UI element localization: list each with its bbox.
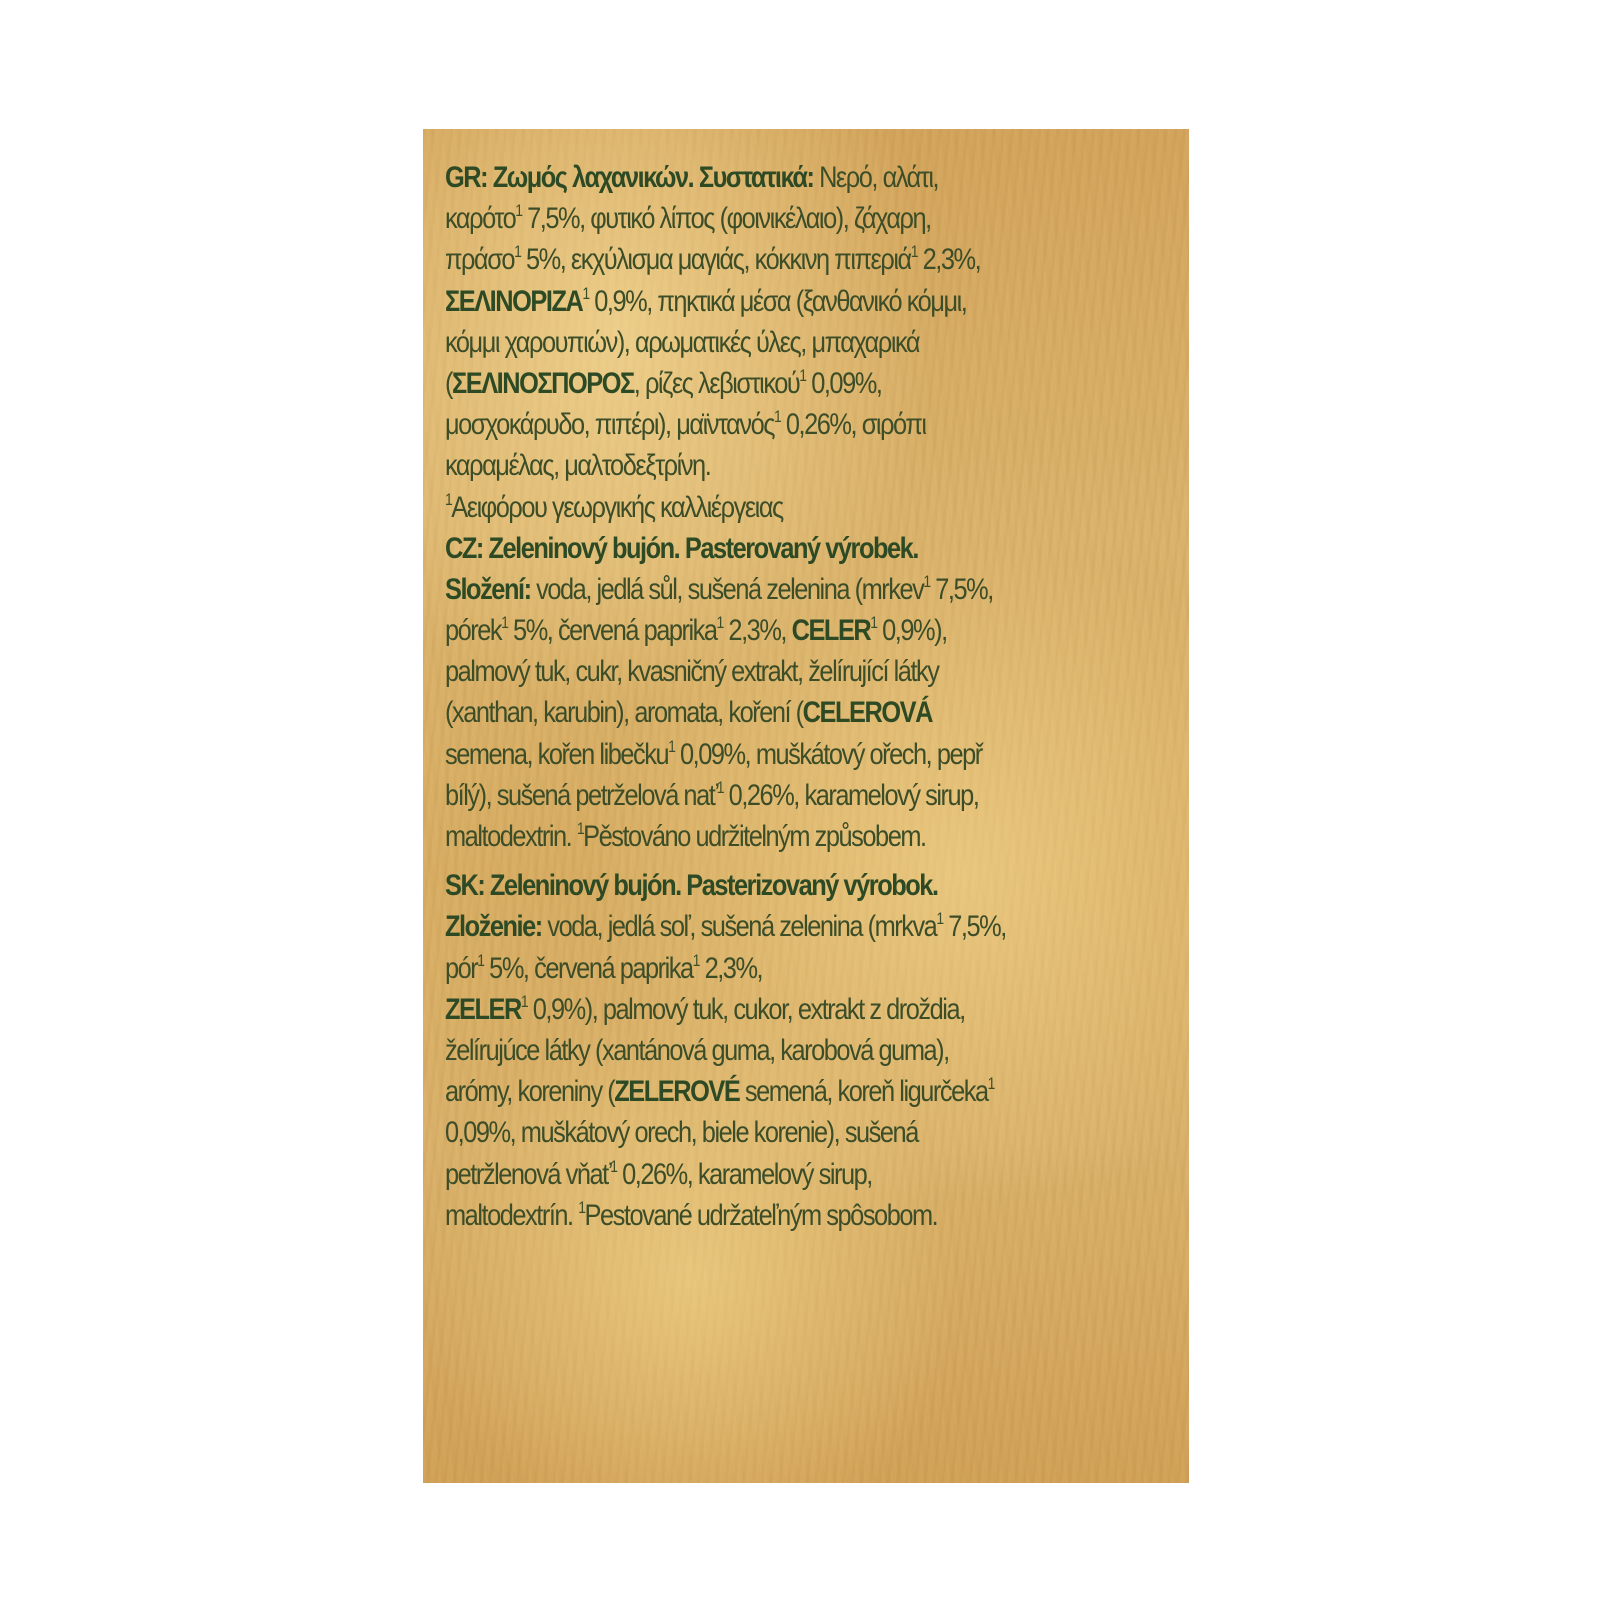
gr-line-3: πράσο$^1$ 5%, εκχύλισμα μαγιάς, κόκκινη πιπεριά$^1$ 2,3%,	[445, 243, 981, 277]
sk-line-7: 0,09%, muškátový orech, biele korenie), sušená	[445, 1116, 918, 1150]
allergen-cz-celery-seed: CELEROVÁ	[802, 696, 932, 730]
allergen-cz-celery: CELER	[791, 614, 871, 648]
gr-heading: GR: Ζωμός λαχανικών. Συστατικά:	[445, 161, 814, 194]
sk-ingredients-heading: Zloženie:	[445, 910, 542, 944]
cz-ingredients-heading: Složení:	[445, 572, 531, 606]
gr-line-7: μοσχοκάρυδο, πιπέρι), μαϊντανός$^1$ 0,26%, σιρόπι	[445, 407, 926, 442]
cz-line-1	[445, 528, 1176, 569]
sk-line-3: pór$^1$ 5%, červená paprika$^1$ 2,3%,	[445, 951, 763, 985]
cz-line-4: palmový tuk, cukr, kvasničný extrakt, želírující látky	[445, 655, 939, 689]
sk-line-4: ZELER$^1$ 0,9%), palmový tuk, cukor, extrakt z droždia,	[445, 992, 965, 1026]
allergen-sk-celery: ZELER	[445, 992, 521, 1026]
cz-line-6: semena, kořen libečku$^1$ 0,09%, muškátový ořech, pepř	[445, 737, 982, 771]
section-gr	[445, 157, 1176, 528]
gr-line-1: GR: Ζωμός λαχανικών. Συστατικά: Νερό, αλάτι,	[445, 161, 939, 194]
cz-line-7: bílý), sušená petrželová nať$^1$ 0,26%, karamelový sirup,	[445, 778, 979, 812]
gr-line-2: καρότο$^1$ 7,5%, φυτικό λίπος (φοινικέλαιο), ζάχαρη,	[445, 202, 931, 236]
gr-line-5: κόμμι χαρουπιών), αρωματικές ύλες, μπαχαρικά	[445, 325, 920, 359]
cz-line-2: Složení: voda, jedlá sůl, sušená zelenina (mrkev$^1$ 7,5%,	[445, 572, 993, 606]
gr-line-8: καραμέλας, μαλτοδεξτρίνη.	[445, 449, 711, 483]
cz-line-5: (xanthan, karubin), aromata, koření (CELEROVÁ	[445, 696, 932, 730]
gr-line-6: (ΣΕΛΙΝΟΣΠΟΡΟΣ, ρίζες λεβιστικού$^1$ 0,09%,	[445, 366, 882, 400]
sk-line-9: maltodextrín. $^1$Pestované udržateľným spôsobom.	[445, 1198, 938, 1232]
cz-line-3: pórek$^1$ 5%, červená paprika$^1$ 2,3%, CELER$^1$ 0,9%),	[445, 613, 947, 648]
gr-line-4: ΣΕΛΙΝΟΡΙΖΑ$^1$ 0,9%, πηκτικά μέσα (ξανθανικό κόμμι,	[445, 284, 967, 318]
allergen-gr-celery-seed: ΣΕΛΙΝΟΣΠΟΡΟΣ	[451, 366, 634, 400]
sk-heading: SK: Zeleninový bujón. Pasterizovaný výrobok.	[445, 869, 938, 903]
cz-line-8: maltodextrin. $^1$Pěstováno udržitelným způsobem.	[445, 819, 926, 853]
sk-line-8: petržlenová vňať$^1$ 0,26%, karamelový sirup,	[445, 1157, 872, 1191]
gr-footnote: $^1$Αειφόρου γεωργικής καλλιέργειας	[445, 490, 783, 524]
ingredients-label-panel	[423, 129, 1189, 1483]
sk-line-5: želírujúce látky (xantánová guma, karobová guma),	[445, 1033, 949, 1067]
sk-line-2: Zloženie: voda, jedlá soľ, sušená zelenina (mrkva$^1$ 7,5%,	[445, 910, 1006, 944]
cz-heading: CZ: Zeleninový bujón. Pasterovaný výrobek.	[445, 531, 918, 565]
allergen-sk-celery-seed: ZELEROVÉ	[614, 1075, 740, 1109]
section-cz	[445, 528, 1176, 858]
sk-line-1	[445, 865, 1176, 906]
allergen-gr-celeriac: ΣΕΛΙΝΟΡΙΖΑ	[445, 284, 583, 318]
sk-line-6: arómy, koreniny (ZELEROVÉ semená, koreň ligurčeka$^1$	[445, 1074, 994, 1109]
section-sk	[445, 865, 1176, 1236]
